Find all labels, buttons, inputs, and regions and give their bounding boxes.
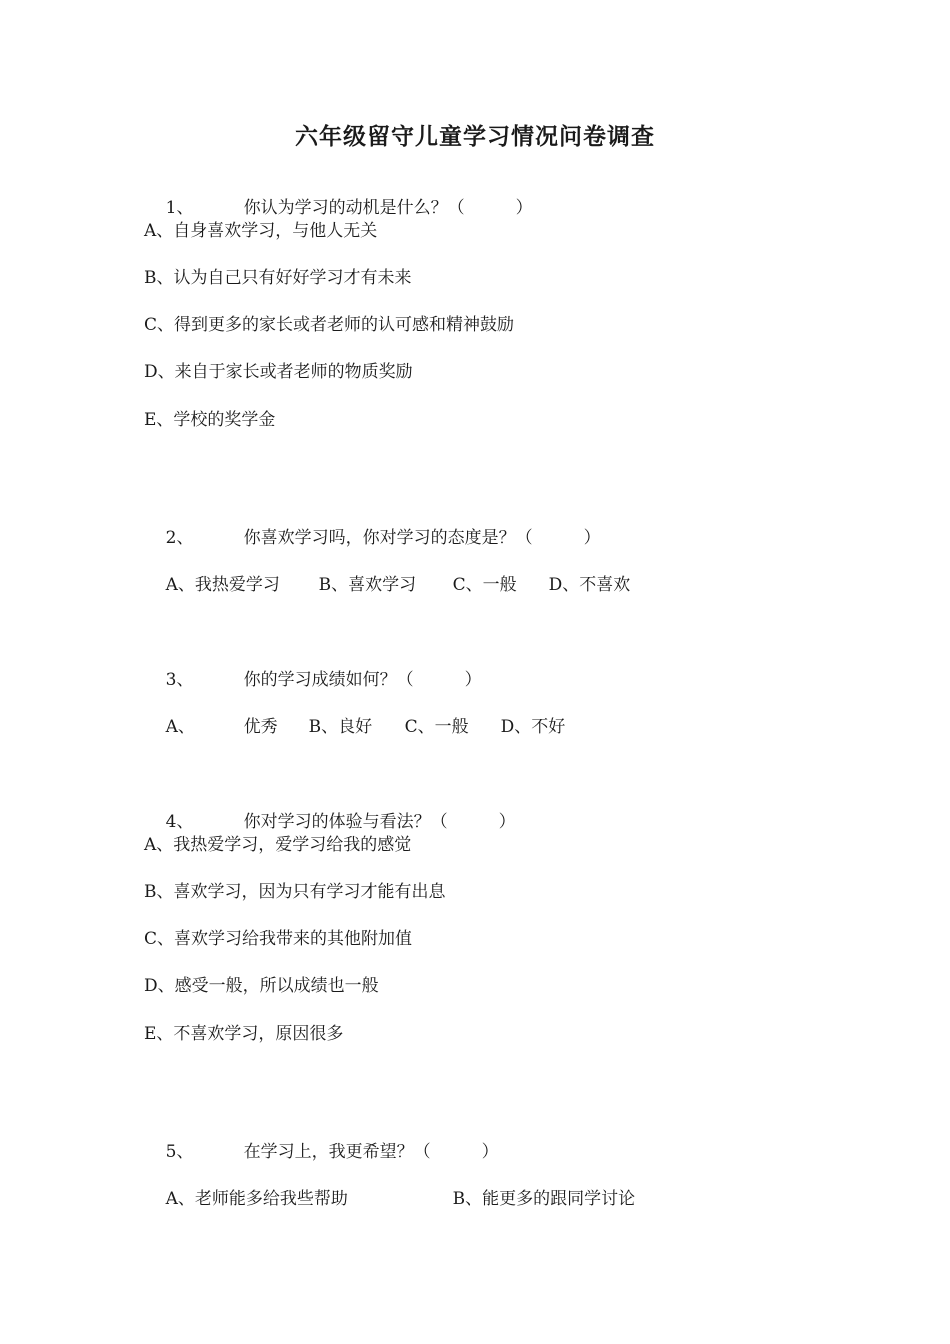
option-3a-text: 优秀 <box>243 717 278 737</box>
option-2d: D、不喜欢 <box>548 575 631 595</box>
question-text: 你认为学习的动机是什么？（ ） <box>243 198 533 218</box>
options-row-5 <box>144 1163 635 1235</box>
question-number: 1、 <box>165 198 194 218</box>
option-1b: B、认为自己只有好好学习才有未来 <box>144 268 412 288</box>
option-5b: B、能更多的跟同学讨论 <box>452 1189 636 1209</box>
option-3d: D、不好 <box>500 717 566 737</box>
question-number: 2、 <box>165 528 194 548</box>
question-number: 5、 <box>165 1142 194 1162</box>
option-2b: B、喜欢学习 <box>318 575 417 595</box>
option-2a: A、我热爱学习 <box>165 575 280 595</box>
option-4d: D、感受一般，所以成绩也一般 <box>144 976 379 996</box>
question-text: 你的学习成绩如何？（ ） <box>243 670 482 690</box>
option-1d: D、来自于家长或者老师的物质奖励 <box>144 362 413 382</box>
question-text: 在学习上，我更希望？（ ） <box>243 1142 499 1162</box>
options-row-2 <box>144 549 630 621</box>
options-row-3 <box>144 691 565 763</box>
question-text: 你对学习的体验与看法？（ ） <box>243 812 516 832</box>
option-5a: A、老师能多给我些帮助 <box>165 1189 348 1209</box>
option-3c: C、一般 <box>404 717 469 737</box>
option-2c: C、一般 <box>452 575 517 595</box>
option-1a: A、自身喜欢学习，与他人无关 <box>144 221 378 241</box>
option-4a: A、我热爱学习，爱学习给我的感觉 <box>144 835 412 855</box>
option-3a-label: A、 <box>165 717 195 737</box>
option-4b: B、喜欢学习，因为只有学习才能有出息 <box>144 882 446 902</box>
option-4c: C、喜欢学习给我带来的其他附加值 <box>144 929 413 949</box>
option-1c: C、得到更多的家长或者老师的认可感和精神鼓励 <box>144 315 515 335</box>
option-4e: E、不喜欢学习，原因很多 <box>144 1024 344 1044</box>
question-text: 你喜欢学习吗，你对学习的态度是？（ ） <box>243 528 601 548</box>
question-number: 3、 <box>165 670 194 690</box>
question-number: 4、 <box>165 812 194 832</box>
page-title: 六年级留守儿童学习情况问卷调查 <box>295 123 655 150</box>
option-1e: E、学校的奖学金 <box>144 410 276 430</box>
option-3b: B、良好 <box>308 717 373 737</box>
